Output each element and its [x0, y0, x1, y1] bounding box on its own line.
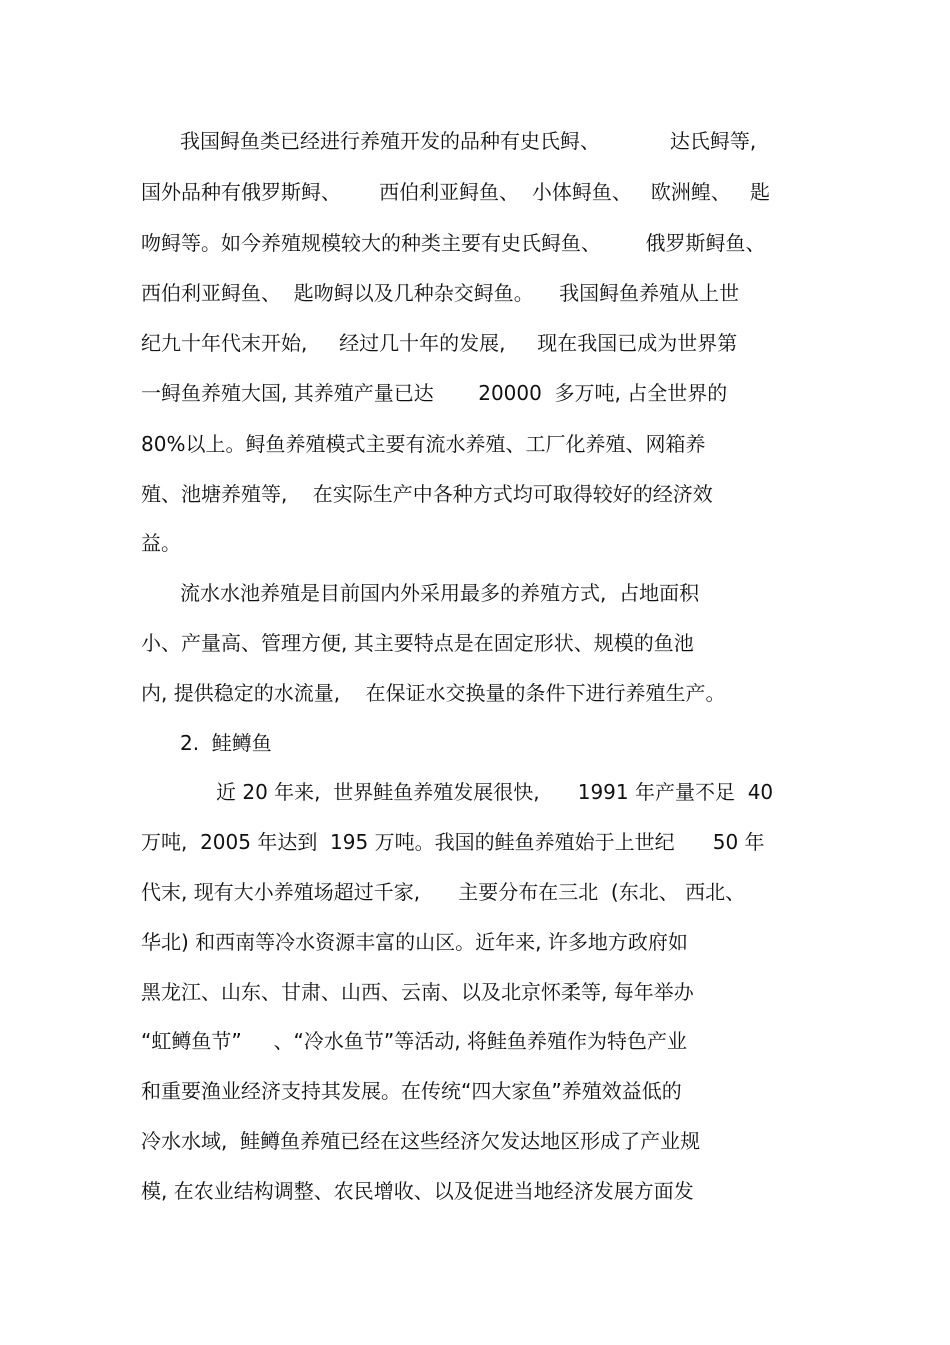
section-heading: 2. 鲑鳟鱼 — [180, 731, 272, 755]
text-line: 纪九十年代末开始, 经过几十年的发展, 现在我国已成为世界第 — [141, 331, 738, 355]
text-line: 吻鲟等。如今养殖规模较大的种类主要有史氏鲟鱼、 俄罗斯鲟鱼、 — [141, 231, 766, 255]
text-line: 黑龙江、山东、甘肃、山西、云南、以及北京怀柔等, 每年举办 — [141, 980, 694, 1004]
text-line: 殖、池塘养殖等, 在实际生产中各种方式均可取得较好的经济效 — [141, 482, 713, 506]
text-line: 和重要渔业经济支持其发展。在传统“四大家鱼”养殖效益低的 — [141, 1079, 682, 1103]
text-line: 国外品种有俄罗斯鲟、 西伯利亚鲟鱼、 小体鲟鱼、 欧洲鳇、 匙 — [141, 180, 771, 204]
text-line: 我国鲟鱼类已经进行养殖开发的品种有史氏鲟、 达氏鲟等, — [180, 129, 757, 153]
text-line: 80%以上。鲟鱼养殖模式主要有流水养殖、工厂化养殖、网箱养 — [141, 432, 706, 456]
text-line: 流水水池养殖是目前国内外采用最多的养殖方式, 占地面积 — [180, 581, 700, 605]
text-line: 万吨, 2005 年达到 195 万吨。我国的鲑鱼养殖始于上世纪 50 年 — [141, 830, 765, 854]
text-line: 模, 在农业结构调整、农民增收、以及促进当地经济发展方面发 — [141, 1179, 694, 1203]
text-line: 冷水水域, 鲑鳟鱼养殖已经在这些经济欠发达地区形成了产业规 — [141, 1129, 701, 1153]
text-line: 近 20 年来, 世界鲑鱼养殖发展很快, 1991 年产量不足 40 — [216, 780, 774, 804]
text-line: 内, 提供稳定的水流量, 在保证水交换量的条件下进行养殖生产。 — [141, 681, 726, 705]
text-line: 一鲟鱼养殖大国, 其养殖产量已达 20000 多万吨, 占全世界的 — [141, 381, 728, 405]
text-line: “虹鳟鱼节” 、“冷水鱼节”等活动, 将鲑鱼养殖作为特色产业 — [141, 1029, 687, 1053]
text-line: 西伯利亚鲟鱼、 匙吻鲟以及几种杂交鲟鱼。 我国鲟鱼养殖从上世 — [141, 281, 740, 305]
text-line: 华北) 和西南等冷水资源丰富的山区。近年来, 许多地方政府如 — [141, 930, 688, 954]
text-line: 益。 — [141, 531, 181, 555]
text-line: 代末, 现有大小养殖场超过千家, 主要分布在三北 (东北、 西北、 — [141, 880, 746, 904]
text-line: 小、产量高、管理方便, 其主要特点是在固定形状、规模的鱼池 — [141, 631, 694, 655]
